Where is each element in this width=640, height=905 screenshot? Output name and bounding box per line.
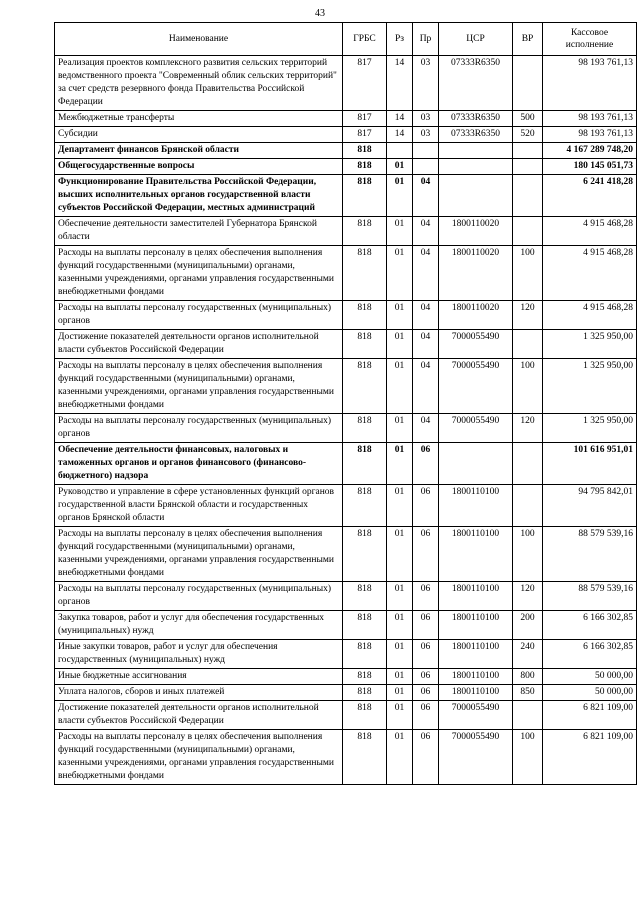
cell-csr: 1800110100 bbox=[439, 640, 513, 669]
cell-pr: 03 bbox=[413, 127, 439, 143]
cell-rz: 01 bbox=[387, 159, 413, 175]
cell-pr: 03 bbox=[413, 56, 439, 111]
cell-pr: 06 bbox=[413, 730, 439, 785]
cell-pr: 04 bbox=[413, 175, 439, 217]
cell-grbs: 818 bbox=[343, 582, 387, 611]
cell-name: Закупка товаров, работ и услуг для обеспечения государственных (муниципальных) нужд bbox=[55, 611, 343, 640]
cell-vr bbox=[513, 701, 543, 730]
table-row bbox=[55, 527, 637, 582]
cell-rz: 01 bbox=[387, 217, 413, 246]
table-row bbox=[55, 685, 637, 701]
cell-rz: 01 bbox=[387, 701, 413, 730]
cell-vr: 120 bbox=[513, 301, 543, 330]
cell-rz: 01 bbox=[387, 443, 413, 485]
cell-name: Межбюджетные трансферты bbox=[55, 111, 343, 127]
cell-grbs: 818 bbox=[343, 701, 387, 730]
cell-csr bbox=[439, 443, 513, 485]
cell-grbs: 817 bbox=[343, 111, 387, 127]
cell-vr bbox=[513, 485, 543, 527]
cell-rz: 01 bbox=[387, 175, 413, 217]
cell-grbs: 818 bbox=[343, 640, 387, 669]
cell-vr: 520 bbox=[513, 127, 543, 143]
cell-grbs: 818 bbox=[343, 730, 387, 785]
cell-rz: 14 bbox=[387, 111, 413, 127]
header-pr: Пр bbox=[413, 23, 439, 56]
cell-grbs: 818 bbox=[343, 669, 387, 685]
cell-rz: 01 bbox=[387, 485, 413, 527]
cell-grbs: 818 bbox=[343, 175, 387, 217]
cell-grbs: 818 bbox=[343, 217, 387, 246]
cell-amount: 98 193 761,13 bbox=[543, 56, 637, 111]
cell-rz bbox=[387, 143, 413, 159]
cell-csr: 1800110100 bbox=[439, 611, 513, 640]
cell-csr: 7000055490 bbox=[439, 730, 513, 785]
table-row bbox=[55, 582, 637, 611]
cell-vr: 100 bbox=[513, 359, 543, 414]
cell-grbs: 818 bbox=[343, 301, 387, 330]
table-row bbox=[55, 414, 637, 443]
header-amount-line2: исполнение bbox=[565, 40, 614, 50]
table-row bbox=[55, 159, 637, 175]
cell-name: Субсидии bbox=[55, 127, 343, 143]
cell-grbs: 817 bbox=[343, 56, 387, 111]
cell-pr: 04 bbox=[413, 330, 439, 359]
table-row bbox=[55, 111, 637, 127]
cell-pr: 06 bbox=[413, 582, 439, 611]
cell-amount: 50 000,00 bbox=[543, 685, 637, 701]
cell-csr bbox=[439, 143, 513, 159]
cell-amount: 1 325 950,00 bbox=[543, 359, 637, 414]
cell-pr: 06 bbox=[413, 485, 439, 527]
cell-amount: 4 915 468,28 bbox=[543, 301, 637, 330]
header-vr: ВР bbox=[513, 23, 543, 56]
cell-amount: 6 241 418,28 bbox=[543, 175, 637, 217]
table-row bbox=[55, 669, 637, 685]
cell-vr bbox=[513, 330, 543, 359]
cell-pr: 06 bbox=[413, 685, 439, 701]
cell-name: Расходы на выплаты персоналу государственных (муниципальных) органов bbox=[55, 301, 343, 330]
cell-name: Иные бюджетные ассигнования bbox=[55, 669, 343, 685]
cell-csr: 07333R6350 bbox=[439, 111, 513, 127]
cell-vr: 100 bbox=[513, 730, 543, 785]
cell-amount: 4 915 468,28 bbox=[543, 246, 637, 301]
header-rz: Рз bbox=[387, 23, 413, 56]
cell-csr: 1800110100 bbox=[439, 685, 513, 701]
cell-grbs: 818 bbox=[343, 685, 387, 701]
table-row bbox=[55, 611, 637, 640]
cell-grbs: 818 bbox=[343, 485, 387, 527]
cell-pr: 04 bbox=[413, 301, 439, 330]
cell-csr: 1800110020 bbox=[439, 301, 513, 330]
cell-csr: 7000055490 bbox=[439, 359, 513, 414]
cell-pr: 06 bbox=[413, 640, 439, 669]
table-row bbox=[55, 127, 637, 143]
cell-amount: 1 325 950,00 bbox=[543, 330, 637, 359]
header-row bbox=[55, 23, 637, 56]
header-amount-line1: Кассовое bbox=[570, 28, 609, 38]
cell-rz: 01 bbox=[387, 527, 413, 582]
cell-csr bbox=[439, 159, 513, 175]
table-row bbox=[55, 175, 637, 217]
cell-pr: 04 bbox=[413, 414, 439, 443]
cell-pr: 04 bbox=[413, 359, 439, 414]
cell-csr: 1800110100 bbox=[439, 527, 513, 582]
cell-rz: 01 bbox=[387, 414, 413, 443]
header-grbs: ГРБС bbox=[343, 23, 387, 56]
cell-name: Реализация проектов комплексного развития сельских территорий ведомственного проекта "Современный облик сельских территорий" за счет средств резервного фонда Правительства Российской Федерации bbox=[55, 56, 343, 111]
cell-amount: 98 193 761,13 bbox=[543, 111, 637, 127]
cell-vr bbox=[513, 175, 543, 217]
cell-vr: 240 bbox=[513, 640, 543, 669]
cell-name: Расходы на выплаты персоналу государственных (муниципальных) органов bbox=[55, 414, 343, 443]
cell-csr bbox=[439, 175, 513, 217]
budget-table bbox=[54, 22, 637, 785]
cell-name: Департамент финансов Брянской области bbox=[55, 143, 343, 159]
cell-vr bbox=[513, 443, 543, 485]
cell-amount: 88 579 539,16 bbox=[543, 527, 637, 582]
cell-rz: 01 bbox=[387, 640, 413, 669]
cell-vr bbox=[513, 159, 543, 175]
cell-csr: 1800110020 bbox=[439, 246, 513, 301]
header-csr: ЦСР bbox=[439, 23, 513, 56]
cell-rz: 01 bbox=[387, 246, 413, 301]
cell-amount: 4 167 289 748,20 bbox=[543, 143, 637, 159]
cell-rz: 01 bbox=[387, 330, 413, 359]
table-row bbox=[55, 217, 637, 246]
cell-vr bbox=[513, 217, 543, 246]
cell-pr: 04 bbox=[413, 246, 439, 301]
cell-csr: 1800110100 bbox=[439, 669, 513, 685]
cell-amount: 1 325 950,00 bbox=[543, 414, 637, 443]
cell-rz: 01 bbox=[387, 611, 413, 640]
cell-rz: 01 bbox=[387, 582, 413, 611]
cell-pr bbox=[413, 159, 439, 175]
cell-grbs: 818 bbox=[343, 527, 387, 582]
table-row bbox=[55, 359, 637, 414]
cell-vr: 100 bbox=[513, 246, 543, 301]
table-row bbox=[55, 56, 637, 111]
cell-vr: 200 bbox=[513, 611, 543, 640]
cell-amount: 98 193 761,13 bbox=[543, 127, 637, 143]
cell-vr: 120 bbox=[513, 414, 543, 443]
cell-csr: 1800110020 bbox=[439, 217, 513, 246]
cell-name: Достижение показателей деятельности органов исполнительной власти субъектов Российской Федерации bbox=[55, 330, 343, 359]
cell-csr: 07333R6350 bbox=[439, 56, 513, 111]
cell-csr: 7000055490 bbox=[439, 414, 513, 443]
cell-grbs: 818 bbox=[343, 159, 387, 175]
cell-rz: 14 bbox=[387, 56, 413, 111]
cell-name: Обеспечение деятельности заместителей Губернатора Брянской области bbox=[55, 217, 343, 246]
table-row bbox=[55, 730, 637, 785]
header-amount bbox=[543, 23, 637, 56]
cell-vr: 800 bbox=[513, 669, 543, 685]
cell-amount: 88 579 539,16 bbox=[543, 582, 637, 611]
cell-name: Иные закупки товаров, работ и услуг для обеспечения государственных (муниципальных) нужд bbox=[55, 640, 343, 669]
cell-rz: 01 bbox=[387, 669, 413, 685]
cell-grbs: 818 bbox=[343, 414, 387, 443]
cell-name: Уплата налогов, сборов и иных платежей bbox=[55, 685, 343, 701]
cell-amount: 4 915 468,28 bbox=[543, 217, 637, 246]
cell-vr: 850 bbox=[513, 685, 543, 701]
table-row bbox=[55, 485, 637, 527]
cell-grbs: 818 bbox=[343, 611, 387, 640]
cell-rz: 01 bbox=[387, 685, 413, 701]
cell-name: Расходы на выплаты персоналу в целях обеспечения выполнения функций государственными (муниципальными) органами, казенными учреждениями, органами управления государственными внебюджетными фондами bbox=[55, 246, 343, 301]
cell-name: Общегосударственные вопросы bbox=[55, 159, 343, 175]
cell-name: Обеспечение деятельности финансовых, налоговых и таможенных органов и органов финансового (финансово-бюджетного) надзора bbox=[55, 443, 343, 485]
cell-pr: 06 bbox=[413, 611, 439, 640]
cell-name: Достижение показателей деятельности органов исполнительной власти субъектов Российской Федерации bbox=[55, 701, 343, 730]
cell-csr: 1800110100 bbox=[439, 582, 513, 611]
cell-amount: 180 145 051,73 bbox=[543, 159, 637, 175]
header-name: Наименование bbox=[55, 23, 343, 56]
table-row bbox=[55, 143, 637, 159]
table-row bbox=[55, 443, 637, 485]
cell-name: Функционирование Правительства Российской Федерации, высших исполнительных органов государственной власти субъектов Российской Федерации, местных администраций bbox=[55, 175, 343, 217]
page-number: 43 bbox=[315, 8, 325, 19]
cell-amount: 101 616 951,01 bbox=[543, 443, 637, 485]
cell-csr: 7000055490 bbox=[439, 330, 513, 359]
cell-amount: 6 166 302,85 bbox=[543, 640, 637, 669]
cell-pr: 06 bbox=[413, 669, 439, 685]
cell-rz: 01 bbox=[387, 730, 413, 785]
table-row bbox=[55, 701, 637, 730]
cell-name: Расходы на выплаты персоналу государственных (муниципальных) органов bbox=[55, 582, 343, 611]
cell-csr: 7000055490 bbox=[439, 701, 513, 730]
cell-csr: 07333R6350 bbox=[439, 127, 513, 143]
table-row bbox=[55, 301, 637, 330]
table-row bbox=[55, 330, 637, 359]
cell-vr: 500 bbox=[513, 111, 543, 127]
cell-vr: 120 bbox=[513, 582, 543, 611]
cell-pr: 06 bbox=[413, 443, 439, 485]
cell-grbs: 818 bbox=[343, 246, 387, 301]
cell-csr: 1800110100 bbox=[439, 485, 513, 527]
cell-amount: 94 795 842,01 bbox=[543, 485, 637, 527]
cell-vr bbox=[513, 143, 543, 159]
cell-pr: 06 bbox=[413, 701, 439, 730]
cell-grbs: 818 bbox=[343, 359, 387, 414]
cell-vr: 100 bbox=[513, 527, 543, 582]
cell-name: Расходы на выплаты персоналу в целях обеспечения выполнения функций государственными (муниципальными) органами, казенными учреждениями, органами управления государственными внебюджетными фондами bbox=[55, 359, 343, 414]
cell-rz: 14 bbox=[387, 127, 413, 143]
cell-amount: 6 821 109,00 bbox=[543, 730, 637, 785]
cell-rz: 01 bbox=[387, 359, 413, 414]
cell-grbs: 818 bbox=[343, 443, 387, 485]
cell-pr: 04 bbox=[413, 217, 439, 246]
cell-amount: 6 166 302,85 bbox=[543, 611, 637, 640]
cell-pr bbox=[413, 143, 439, 159]
cell-pr: 03 bbox=[413, 111, 439, 127]
cell-pr: 06 bbox=[413, 527, 439, 582]
cell-amount: 50 000,00 bbox=[543, 669, 637, 685]
cell-grbs: 818 bbox=[343, 143, 387, 159]
cell-name: Расходы на выплаты персоналу в целях обеспечения выполнения функций государственными (муниципальными) органами, казенными учреждениями, органами управления государственными внебюджетными фондами bbox=[55, 527, 343, 582]
cell-grbs: 818 bbox=[343, 330, 387, 359]
cell-rz: 01 bbox=[387, 301, 413, 330]
cell-amount: 6 821 109,00 bbox=[543, 701, 637, 730]
table-row bbox=[55, 246, 637, 301]
table-row bbox=[55, 640, 637, 669]
cell-vr bbox=[513, 56, 543, 111]
cell-name: Расходы на выплаты персоналу в целях обеспечения выполнения функций государственными (муниципальными) органами, казенными учреждениями, органами управления государственными внебюджетными фондами bbox=[55, 730, 343, 785]
cell-grbs: 817 bbox=[343, 127, 387, 143]
cell-name: Руководство и управление в сфере установленных функций органов государственной власти Брянской области и государственных органов Брянской области bbox=[55, 485, 343, 527]
